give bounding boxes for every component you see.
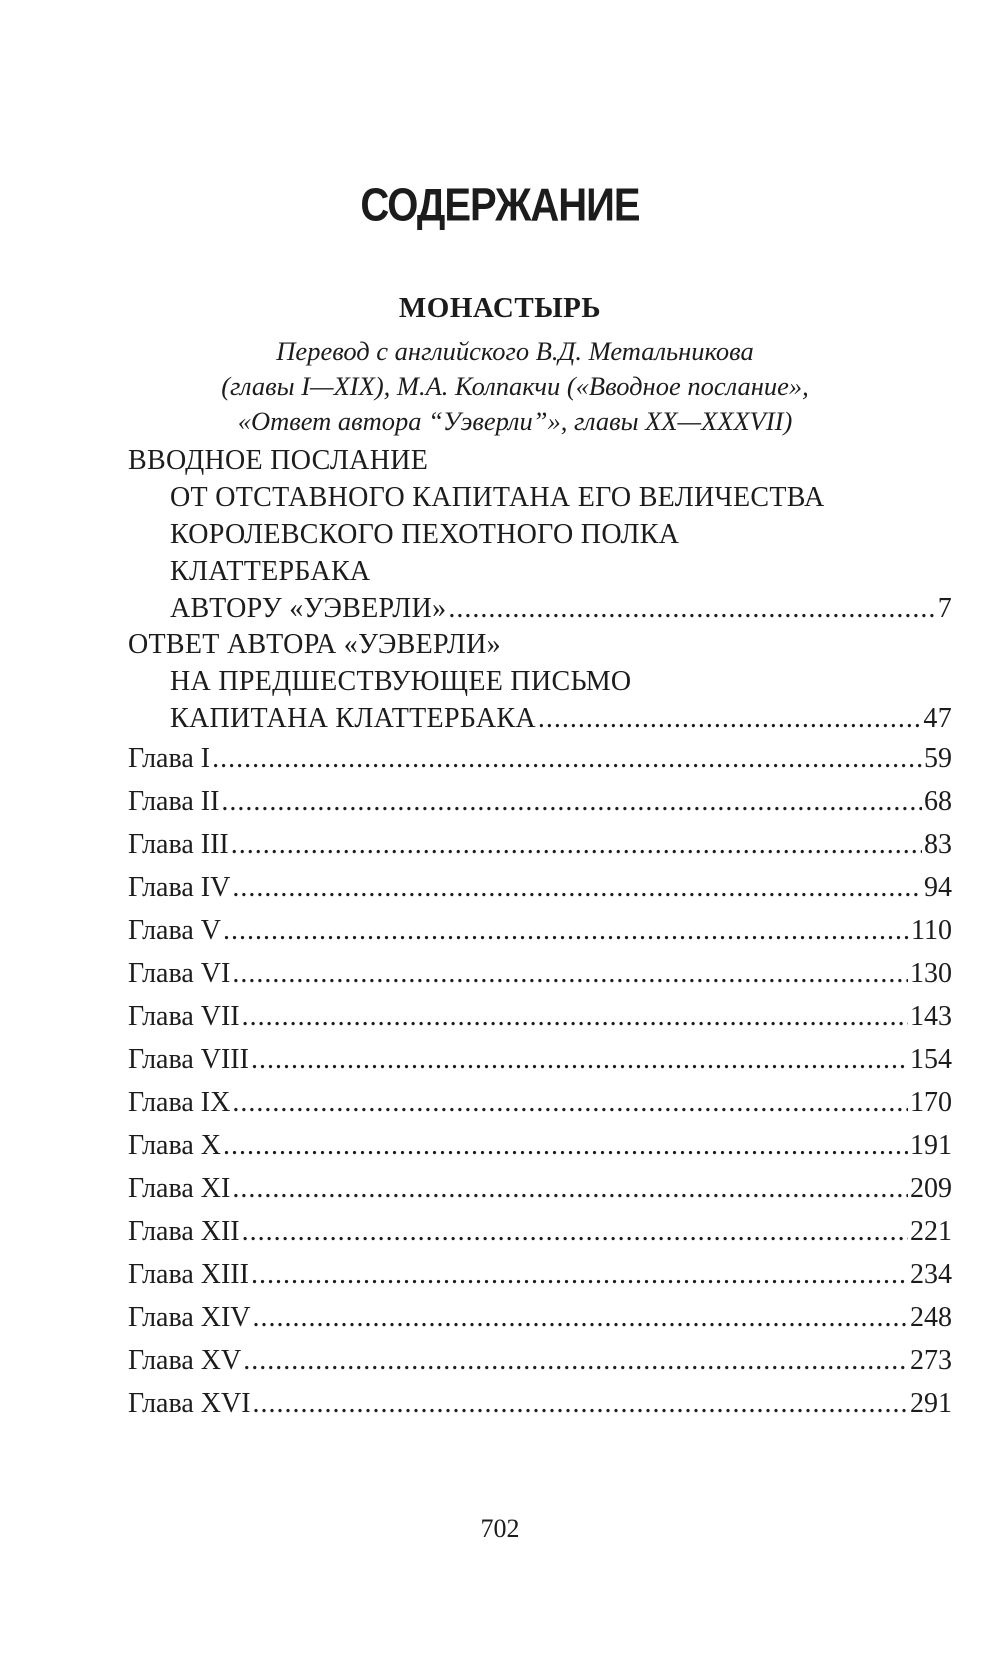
dot-leader [223,1127,908,1164]
toc-chapter-entry[interactable] [128,1256,952,1293]
toc-chapter-entry[interactable] [128,1385,952,1422]
toc-page-number: 110 [911,915,952,946]
section-title: МОНАСТЫРЬ [398,292,602,324]
toc-chapter-entry[interactable] [128,1084,952,1121]
toc-chapter-entry[interactable] [128,912,952,949]
toc-page-number: 94 [924,872,952,903]
toc-entry-line: ВВОДНОЕ ПОСЛАНИЕ [128,445,429,476]
toc-page-number: 83 [924,829,952,860]
toc-page-number: 234 [910,1259,952,1290]
chapter-label: Глава XIII [128,1259,249,1290]
dot-leader [253,1385,908,1422]
dot-leader [242,1213,908,1250]
dot-leader [221,783,922,820]
dot-leader [243,1342,908,1379]
toc-chapter-entry[interactable] [128,1213,952,1250]
toc-page-number: 170 [910,1087,952,1118]
chapter-label: Глава III [128,829,229,860]
dot-leader [212,740,922,777]
toc-page-number: 273 [910,1345,952,1376]
dot-leader [232,1170,908,1207]
chapter-label: Глава XV [128,1345,242,1376]
dot-leader [251,1041,908,1078]
chapter-label: Глава XVI [128,1388,251,1419]
toc-chapter-entry[interactable] [128,1041,952,1078]
toc-entry-label: АВТОРУ «УЭВЕРЛИ» [170,593,447,624]
toc-chapter-entry[interactable] [128,869,952,906]
page-title: СОДЕРЖАНИЕ [360,180,640,231]
chapter-label: Глава XII [128,1216,240,1247]
toc-chapter-entry[interactable] [128,1342,952,1379]
dot-leader [232,1084,908,1121]
toc-chapter-entry[interactable] [128,783,952,820]
dot-leader [223,912,909,949]
dot-leader [242,998,908,1035]
chapter-label: Глава VII [128,1001,240,1032]
translation-line: (главы I—XIX), М.А. Колпакчи («Вводное послание», [221,371,809,401]
page-number: 702 [480,1514,520,1543]
chapter-label: Глава X [128,1130,221,1161]
chapter-label: Глава IV [128,872,231,903]
toc-chapter-entry[interactable] [128,740,952,777]
toc-entry-answer[interactable] [128,626,952,737]
chapter-label: Глава II [128,786,220,817]
toc-chapter-entry[interactable] [128,1170,952,1207]
chapter-label: Глава XI [128,1173,231,1204]
toc-chapter-entry[interactable] [128,826,952,863]
dot-leader [448,590,935,627]
toc-page-number: 248 [910,1302,952,1333]
translation-note [130,334,900,439]
toc-chapter-entry[interactable] [128,955,952,992]
toc-page-number: 68 [924,786,952,817]
toc-chapter-entry[interactable] [128,1299,952,1336]
toc-entry-line: КОРОЛЕВСКОГО ПЕХОТНОГО ПОЛКА [170,519,680,550]
toc-entry-leader [128,590,952,627]
toc-entry-label: КАПИТАНА КЛАТТЕРБАКА [170,703,536,734]
chapter-label: Глава V [128,915,221,946]
toc-page-number: 154 [910,1044,952,1075]
toc-entry-line: КЛАТТЕРБАКА [170,556,371,587]
toc-page-number: 47 [923,703,952,734]
toc-page-number: 143 [910,1001,952,1032]
toc-page-number: 291 [910,1388,952,1419]
chapter-label: Глава VI [128,958,231,989]
translation-line: Перевод с английского В.Д. Метальникова [276,336,754,366]
translation-line: «Ответ автора “Уэверли”», главы XX—XXXVII) [237,406,793,436]
chapter-label: Глава IX [128,1087,231,1118]
toc-chapter-entry[interactable] [128,1127,952,1164]
dot-leader [232,869,922,906]
toc-entry-line: НА ПРЕДШЕСТВУЮЩЕЕ ПИСЬМО [170,666,632,697]
toc-chapter-entry[interactable] [128,998,952,1035]
toc-entry-leader [128,700,952,737]
dot-leader [232,955,908,992]
chapter-label: Глава XIV [128,1302,251,1333]
dot-leader [538,700,922,737]
dot-leader [251,1256,908,1293]
toc-entry-line: ОТВЕТ АВТОРА «УЭВЕРЛИ» [128,629,501,660]
toc-page-number: 7 [937,593,952,624]
toc-page-number: 191 [910,1130,952,1161]
chapter-label: Глава VIII [128,1044,249,1075]
toc-page-number: 59 [924,743,952,774]
toc-page-number: 209 [910,1173,952,1204]
chapter-label: Глава I [128,743,211,774]
toc-page-number: 130 [910,958,952,989]
toc-entry-line: ОТ ОТСТАВНОГО КАПИТАНА ЕГО ВЕЛИЧЕСТВА [170,482,825,513]
dot-leader [231,826,922,863]
dot-leader [253,1299,908,1336]
toc-page-number: 221 [910,1216,952,1247]
toc-entry-intro[interactable] [128,442,952,627]
